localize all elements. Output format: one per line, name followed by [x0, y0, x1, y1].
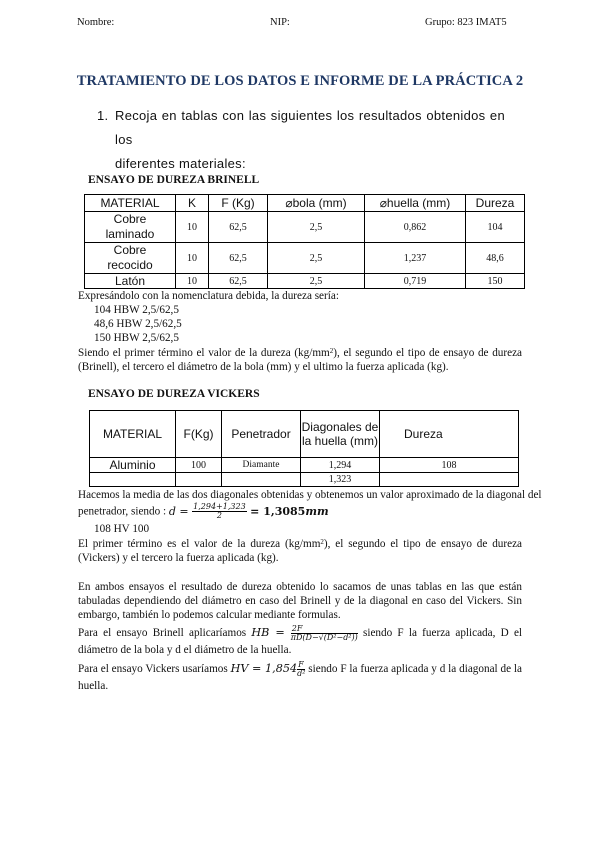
material-line-1: Cobre: [113, 243, 147, 257]
question-number: 1.: [97, 108, 109, 123]
vickers-expl-b: ), el segundo el tipo de ensayo de dureza (Vickers) y el tercero la fuerza aplicada (kg).: [78, 538, 523, 564]
ball-diameter-cell: 2,5: [268, 274, 365, 289]
question-text: [115, 104, 505, 176]
column-header: F(Kg): [176, 411, 222, 458]
hv-lhs: HV = 1,854: [230, 662, 298, 675]
vickers-notation: 108 HV 100: [94, 523, 150, 535]
column-header: Dureza: [380, 411, 519, 458]
question-line-1: Recoja en tablas con las siguientes los resultados obtenidos en los: [115, 108, 505, 147]
numerator: 2F: [291, 625, 358, 634]
ball-diameter-cell: 2,5: [268, 212, 365, 243]
denominator: πD(D−√(D²−d²)): [290, 632, 358, 642]
material-cell: Latón: [85, 274, 176, 289]
brinell-explanation: [78, 346, 522, 374]
denominator: 2: [216, 511, 222, 520]
column-header: Dureza: [466, 195, 525, 212]
column-header: MATERIAL: [90, 411, 176, 458]
empty-cell: [222, 473, 301, 487]
table-row: [85, 212, 525, 243]
indent-diameter-cell: 0,719: [365, 274, 466, 289]
diagonal-formula: d = $\frac{1,294+1,323}{2}$ = 1,3085mm: [168, 502, 329, 520]
k-cell: 10: [176, 212, 209, 243]
brinell-heading: ENSAYO DE DUREZA BRINELL: [88, 174, 260, 186]
hb-formula: [251, 623, 358, 642]
vickers-formula-post: siendo F la fuerza aplicada y d la diagonal de la huella.: [78, 663, 522, 692]
column-header: Diagonales de la huella (mm): [301, 411, 380, 458]
question-line-2: diferentes materiales:: [115, 156, 246, 171]
numerator: F: [298, 659, 304, 669]
material-cell: [85, 243, 176, 274]
brinell-expl-b: ), el segundo el tipo de ensayo de dureza (Brinell), el tercero el diámetro de la bola (mm) y el ultimo la fuerza aplicada (kg).: [78, 347, 523, 373]
vickers-explanation: [78, 537, 522, 565]
vickers-expl-a: El primer término es el valor de la dureza (kg/mm: [78, 538, 321, 550]
superscript: 2: [320, 538, 324, 546]
brinell-notation: 48,6 HBW 2,5/62,5: [94, 318, 182, 330]
nip-label: NIP:: [270, 17, 290, 28]
brinell-intro: Expresándolo con la nomenclatura debida, la dureza sería:: [78, 290, 339, 302]
empty-cell: [176, 473, 222, 487]
table-row: [85, 274, 525, 289]
vickers-media-text: [78, 488, 544, 520]
hardness-cell: 48,6: [466, 243, 525, 274]
material-line-1: Cobre: [113, 212, 147, 226]
column-header: ⌀bola (mm): [268, 195, 365, 212]
indent-diameter-cell: 0,862: [365, 212, 466, 243]
empty-cell: [90, 473, 176, 487]
brinell-notation: 150 HBW 2,5/62,5: [94, 332, 179, 344]
result: = 1,3085: [250, 504, 306, 518]
grupo-label: Grupo: 823 IMAT5: [425, 17, 507, 28]
vickers-formula-pre: Para el ensayo Vickers usaríamos: [78, 663, 228, 675]
hv-formula: [230, 659, 306, 678]
column-header: MATERIAL: [85, 195, 176, 212]
brinell-formula-paragraph: [78, 624, 522, 659]
fraction: [192, 503, 247, 520]
denominator: d²: [297, 668, 306, 678]
column-header: Penetrador: [222, 411, 301, 458]
material-line-2: laminado: [105, 227, 155, 241]
force-cell: 100: [176, 458, 222, 473]
column-header: F (Kg): [209, 195, 268, 212]
indenter-cell: Diamante: [222, 458, 301, 473]
diagonal-cell: 1,323: [301, 473, 380, 487]
brinell-formula-pre: Para el ensayo Brinell aplicaríamos: [78, 627, 247, 639]
hardness-cell: 104: [466, 212, 525, 243]
brinell-formula-post: siendo F la fuerza aplicada, D el diámetro de la bola y d el diámetro de la huella.: [78, 627, 523, 656]
closing-paragraph: En ambos ensayos el resultado de dureza obtenido lo sacamos de unas tablas en las que están tabuladas dependiendo del diámetro en caso del Brinell y de la diagonal en caso del Vickers. Sin embargo, también lo podemos calcular mediante formulas.: [78, 581, 522, 621]
vickers-heading: ENSAYO DE DUREZA VICKERS: [88, 388, 260, 400]
fraction: [291, 625, 358, 642]
d-var: d: [168, 504, 176, 518]
force-cell: 62,5: [209, 274, 268, 289]
media-text: Hacemos la media de las dos diagonales obtenidas y obtenemos un valor aproximado de la diagonal del penetrador, siendo :: [78, 489, 542, 518]
brinell-notation: 104 HBW 2,5/62,5: [94, 304, 179, 316]
indent-diameter-cell: 1,237: [365, 243, 466, 274]
force-cell: 62,5: [209, 212, 268, 243]
table-header-row: [85, 195, 525, 212]
diagonal-cell: 1,294: [301, 458, 380, 473]
brinell-table: [84, 194, 525, 289]
material-line-2: recocido: [107, 258, 153, 272]
page-title: TRATAMIENTO DE LOS DATOS E INFORME DE LA PRÁCTICA 2: [76, 73, 524, 89]
fraction: [297, 661, 305, 678]
table-header-row: [90, 411, 519, 458]
table-row: [85, 243, 525, 274]
material-cell: Aluminio: [90, 458, 176, 473]
unit: mm: [305, 504, 329, 518]
k-cell: 10: [176, 243, 209, 274]
superscript: 2: [329, 347, 334, 355]
nombre-label: Nombre:: [77, 17, 115, 28]
ball-diameter-cell: 2,5: [268, 243, 365, 274]
material-cell: [85, 212, 176, 243]
vickers-table: [89, 410, 519, 487]
force-cell: 62,5: [209, 243, 268, 274]
vickers-formula-paragraph: [78, 660, 522, 695]
column-header: ⌀huella (mm): [365, 195, 466, 212]
numerator: 1,294+1,323: [193, 502, 246, 511]
hardness-cell: 150: [466, 274, 525, 289]
hardness-cell: 108: [380, 458, 519, 473]
hb-lhs: HB =: [251, 626, 285, 639]
empty-cell: [380, 473, 519, 487]
k-cell: 10: [176, 274, 209, 289]
brinell-expl-a: Siendo el primer término el valor de la dureza (kg/mm: [78, 347, 330, 359]
table-row: [90, 473, 519, 487]
column-header: K: [176, 195, 209, 212]
table-row: [90, 458, 519, 473]
